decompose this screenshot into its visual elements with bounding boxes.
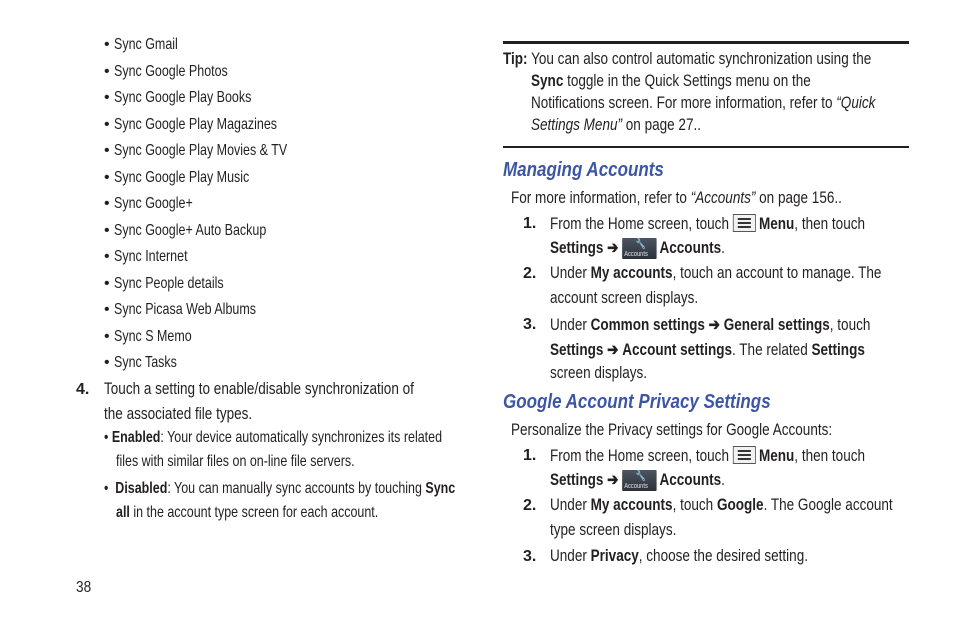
sync-list-item: • Sync Google Photos [104,62,228,80]
sync-list-item: • Sync Tasks [104,354,177,371]
sync-list-item: • Sync S Memo [104,327,192,345]
section-intro: For more information, refer to “Accounts” on page 156.. [511,189,842,207]
enabled-text: files with similar files on on-line file servers. [116,453,355,470]
step-text: account screen displays. [550,289,699,307]
disabled-label: Disabled [115,480,168,497]
sync-list-item: • Sync Gmail [104,36,178,53]
step-text: Settings ➔ 🔧 Accounts Accounts. [550,239,725,258]
step-text: type screen displays. [550,521,677,539]
step-number: 2. [523,265,537,282]
step-number: 4. [76,381,90,398]
sync-list-item: • Sync Google+ [104,195,193,212]
step-number: 1. [523,215,537,232]
step-number: 1. [523,447,537,464]
step-text: Settings ➔ 🔧 Accounts Accounts. [550,471,725,490]
page-number: 38 [76,579,92,596]
step-text: Touch a setting to enable/disable synchronization of [104,380,414,398]
sync-list-item: • Sync Google Play Movies & TV [104,142,288,159]
menu-icon [733,446,756,464]
step-text: Under Privacy, choose the desired setting. [550,547,809,565]
arrow-icon: ➔ [607,239,619,257]
step-text: Settings ➔ Account settings. The related Settings [550,341,865,359]
step-text: From the Home screen, touch Menu, then touch [550,447,866,465]
step-number: 2. [523,497,537,514]
section-intro: Personalize the Privacy settings for Google Accounts: [511,421,833,439]
step-number: 3. [523,316,537,333]
disabled-text: all in the account type screen for each account. [116,504,379,521]
enabled-label: Enabled [111,429,161,446]
sync-list-item: • Sync Picasa Web Albums [104,301,257,318]
sync-list-item: • Sync Google Play Music [104,168,250,186]
sync-list-item: • Sync Internet [104,248,188,265]
accounts-icon: 🔧 Accounts [622,238,656,259]
step-text: Under Common settings ➔ General settings, touch [550,316,871,334]
sync-list-item: • Sync Google Play Magazines [104,115,278,133]
step-text: From the Home screen, touch Menu, then touch [550,215,866,233]
menu-icon [733,214,756,232]
accounts-link[interactable]: “Accounts” [690,189,756,207]
arrow-icon: ➔ [708,316,720,334]
arrow-icon: ➔ [607,341,619,359]
step-number: 3. [523,548,537,565]
arrow-icon: ➔ [607,471,619,489]
tip-line: Sync toggle in the Quick Settings menu on the [531,72,811,90]
disabled-item: • Disabled: You can manually sync accounts by touching Sync [104,480,456,497]
step-text: Under My accounts, touch an account to manage. The [550,264,882,282]
accounts-icon: 🔧 Accounts [622,470,656,491]
step-text: the associated file types. [104,405,253,423]
sync-list-item: • Sync Google+ Auto Backup [104,221,267,239]
section-heading-privacy: Google Account Privacy Settings [503,391,771,413]
tip-line: Settings Menu” on page 27.. [531,116,702,134]
enabled-item: • Enabled: Your device automatically synchronizes its related [104,429,443,446]
tip-label: Tip: [503,50,528,68]
sync-list-item: • Sync People details [104,274,224,292]
tip-line: Notifications screen. For more information, refer to “Quick [531,94,876,112]
sync-list-item: • Sync Google Play Books [104,89,252,106]
tip-line: Tip: You can also control automatic synchronization using the [503,50,872,68]
section-heading-managing-accounts: Managing Accounts [503,159,664,181]
step-text: Under My accounts, touch Google. The Google account [550,496,893,514]
step-text: screen displays. [550,364,648,382]
